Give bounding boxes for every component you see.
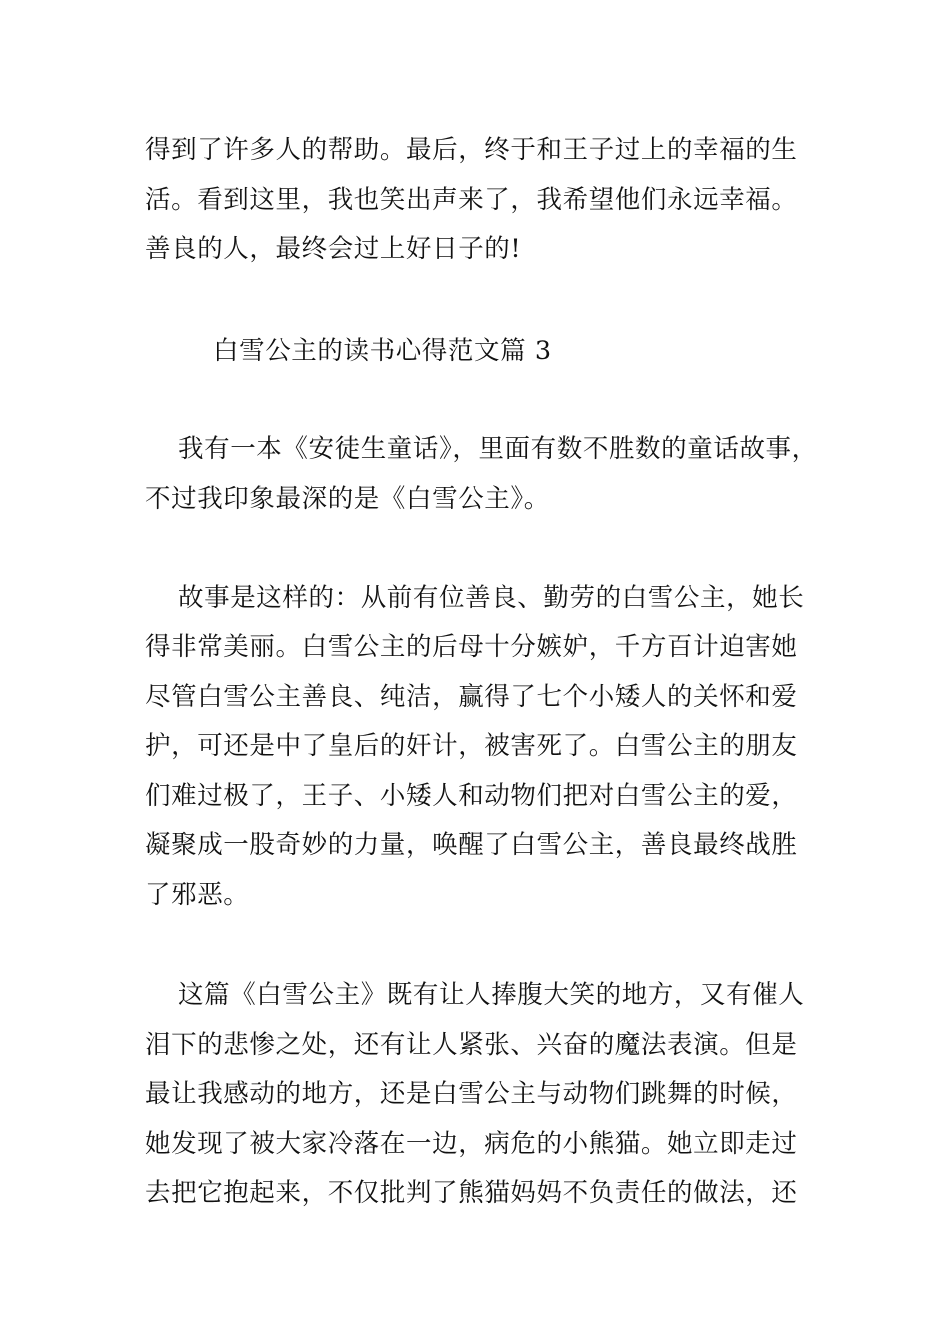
- paragraph-line: 凝聚成一股奇妙的力量，唤醒了白雪公主，善良最终战胜: [145, 830, 798, 860]
- paragraph-line: 护，可还是中了皇后的奸计，被害死了。白雪公主的朋友: [145, 731, 798, 761]
- paragraph-line: 善良的人，最终会过上好日子的!: [145, 234, 522, 264]
- paragraph-line: 最让我感动的地方，还是白雪公主与动物们跳舞的时候，: [145, 1079, 798, 1109]
- paragraph-line: 了邪恶。: [145, 880, 250, 910]
- paragraph-line: 尽管白雪公主善良、纯洁，赢得了七个小矮人的关怀和爱: [145, 682, 798, 712]
- paragraph-line: 去把它抱起来，不仅批判了熊猫妈妈不负责任的做法，还: [145, 1178, 798, 1208]
- paragraph-line: 活。看到这里，我也笑出声来了，我希望他们永远幸福。: [145, 185, 798, 215]
- paragraph-line: 我有一本《安徒生童话》，里面有数不胜数的童话故事，: [178, 434, 818, 464]
- paragraph-line: 得到了许多人的帮助。最后，终于和王子过上的幸福的生: [145, 135, 798, 165]
- paragraph-line: 得非常美丽。白雪公主的后母十分嫉妒，千方百计迫害她: [145, 632, 798, 662]
- paragraph-line: 泪下的悲惨之处，还有让人紧张、兴奋的魔法表演。但是: [145, 1030, 798, 1060]
- section-heading: 白雪公主的读书心得范文篇 3: [213, 336, 552, 366]
- paragraph-line: 她发现了被大家冷落在一边，病危的小熊猫。她立即走过: [145, 1129, 798, 1159]
- paragraph-line: 们难过极了，王子、小矮人和动物们把对白雪公主的爱，: [145, 781, 798, 811]
- paragraph-line: 这篇《白雪公主》既有让人捧腹大笑的地方，又有催人: [178, 980, 805, 1010]
- paragraph-line: 故事是这样的：从前有位善良、勤劳的白雪公主，她长: [178, 583, 805, 613]
- paragraph-line: 不过我印象最深的是《白雪公主》。: [145, 484, 550, 514]
